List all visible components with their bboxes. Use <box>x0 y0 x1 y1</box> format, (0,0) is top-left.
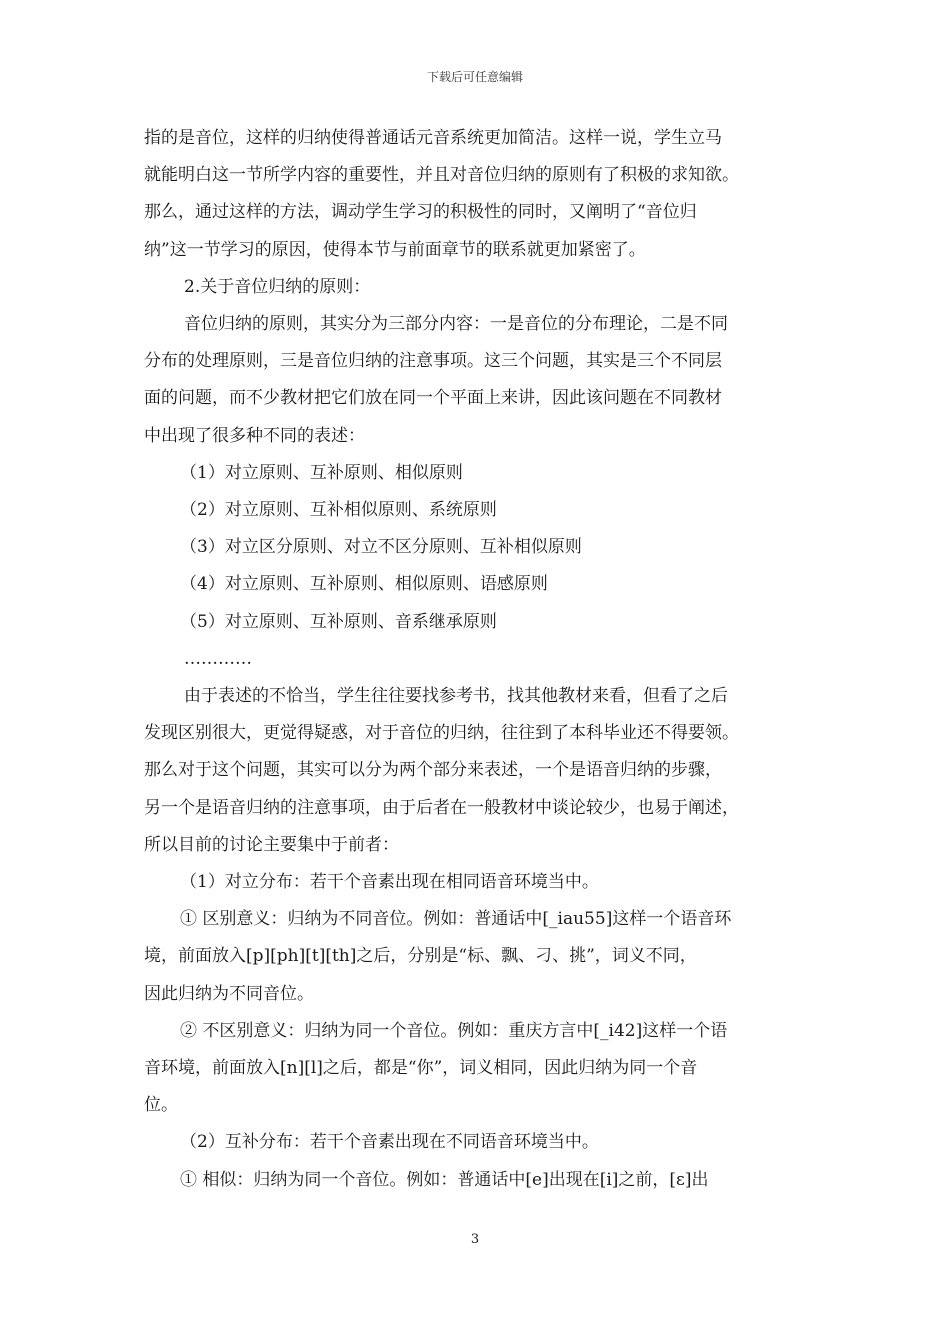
text-line: 面的问题，而不少教材把它们放在同一个平面上来讲，因此该问题在不同教材 <box>144 388 722 409</box>
ellipsis: ………… <box>184 648 252 669</box>
list-item: （2）对立原则、互补相似原则、系统原则 <box>180 500 497 521</box>
text-line: 位。 <box>144 1095 178 1116</box>
list-item: （1）对立原则、互补原则、相似原则 <box>180 462 463 483</box>
text-line: 就能明白这一节所学内容的重要性，并且对音位归纳的原则有了积极的求知欲。 <box>144 165 739 186</box>
text-line: 指的是音位，这样的归纳使得普通话元音系统更加简洁。这样一说，学生立马 <box>144 128 722 148</box>
text-line: 音环境，前面放入[n][l]之后，都是“你”，词义相同，因此归纳为同一个音 <box>144 1058 698 1079</box>
text-line: 由于表述的不恰当，学生往往要找参考书，找其他教材来看，但看了之后 <box>184 686 728 707</box>
page-number: 3 <box>470 1232 480 1247</box>
text-line: 另一个是语音归纳的注意事项，由于后者在一般教材中谈论较少，也易于阐述， <box>144 797 739 818</box>
page-header: 下载后可任意编辑 <box>426 70 523 84</box>
text-line: 发现区别很大，更觉得疑惑，对于音位的归纳，往往到了本科毕业还不得要领。 <box>144 723 739 744</box>
text-line: 中出现了很多种不同的表述： <box>144 425 365 446</box>
list-item: ① 区别意义：归纳为不同音位。例如：普通话中[_iau55]这样一个语音环 <box>180 909 732 930</box>
list-item: ② 不区别意义：归纳为同一个音位。例如：重庆方言中[_i42]这样一个语 <box>180 1020 728 1041</box>
list-item: （1）对立分布：若干个音素出现在相同语音环境当中。 <box>180 872 599 893</box>
text-line: 所以目前的讨论主要集中于前者： <box>144 834 399 855</box>
text-line: 因此归纳为不同音位。 <box>144 983 314 1004</box>
list-item: ① 相似：归纳为同一个音位。例如：普通话中[e]出现在[i]之前，[ɛ]出 <box>180 1169 709 1190</box>
text-line: 纳”这一节学习的原因，使得本节与前面章节的联系就更加紧密了。 <box>144 239 646 260</box>
list-item: （3）对立区分原则、对立不区分原则、互补相似原则 <box>180 537 582 558</box>
body-text <box>144 120 820 1199</box>
text-line: 音位归纳的原则，其实分为三部分内容：一是音位的分布理论，二是不同 <box>184 314 728 335</box>
list-item: （5）对立原则、互补原则、音系继承原则 <box>180 611 497 632</box>
list-item: （2）互补分布：若干个音素出现在不同语音环境当中。 <box>180 1132 599 1153</box>
list-item: （4）对立原则、互补原则、相似原则、语感原则 <box>180 574 548 595</box>
text-line: 境，前面放入[p][ph][t][th]之后，分别是“标、飘、刁、挑”，词义不同， <box>144 946 697 967</box>
text-line: 那么，通过这样的方法，调动学生学习的积极性的同时，又阐明了“音位归 <box>144 202 697 223</box>
text-line: 那么对于这个问题，其实可以分为两个部分来表述，一个是语音归纳的步骤， <box>144 760 722 781</box>
text-line: 分布的处理原则，三是音位归纳的注意事项。这三个问题，其实是三个不同层 <box>144 351 722 372</box>
section-heading: 2.关于音位归纳的原则： <box>184 276 371 297</box>
